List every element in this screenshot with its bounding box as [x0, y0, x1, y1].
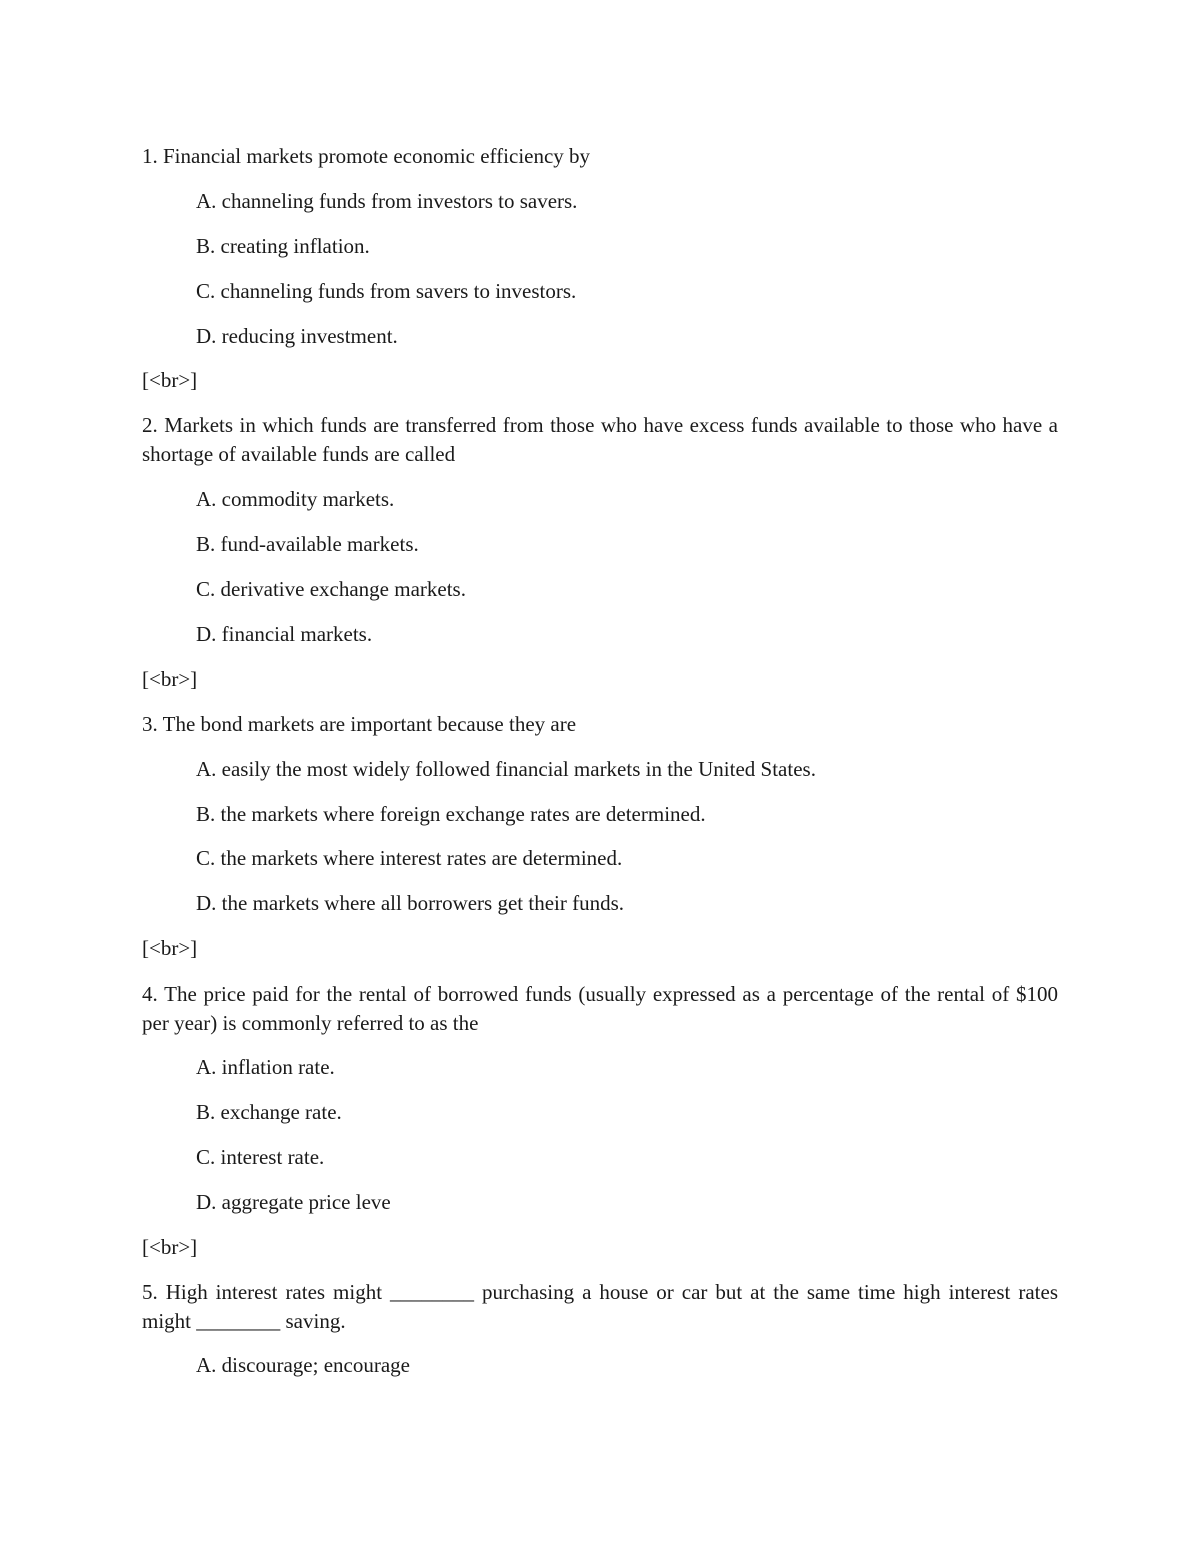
question-5-stem: 5. High interest rates might ________ purchasing a house or car but at the same time high interest rates might ________ saving. [142, 1280, 1058, 1333]
question-1-stem: 1. Financial markets promote economic efficiency by [142, 144, 591, 168]
question-4-option-b: B. exchange rate. [196, 1100, 342, 1124]
question-4-option-d: D. aggregate price leve [196, 1190, 391, 1214]
question-1-separator: [<br>] [142, 368, 198, 392]
question-4-option-a: A. inflation rate. [196, 1055, 335, 1079]
question-4-option-c: C. interest rate. [196, 1145, 325, 1169]
question-1-option-d: D. reducing investment. [196, 324, 398, 348]
question-3-option-c: C. the markets where interest rates are determined. [196, 846, 623, 870]
question-1-option-a: A. channeling funds from investors to savers. [196, 189, 578, 213]
question-3-option-a: A. easily the most widely followed financial markets in the United States. [196, 757, 816, 781]
question-2-option-a: A. commodity markets. [196, 487, 395, 511]
question-3-stem: 3. The bond markets are important because they are [142, 712, 577, 736]
question-3-separator: [<br>] [142, 936, 198, 960]
question-5-option-a: A. discourage; encourage [196, 1353, 410, 1377]
question-2-stem: 2. Markets in which funds are transferred from those who have excess funds available to those who have a shortage of available funds are called [142, 413, 1058, 466]
question-3-option-b: B. the markets where foreign exchange rates are determined. [196, 802, 706, 826]
question-2-option-d: D. financial markets. [196, 622, 373, 646]
question-2-option-b: B. fund-available markets. [196, 532, 419, 556]
question-1-option-b: B. creating inflation. [196, 234, 370, 258]
question-4-separator: [<br>] [142, 1235, 198, 1259]
question-3-option-d: D. the markets where all borrowers get their funds. [196, 891, 625, 915]
question-2-option-c: C. derivative exchange markets. [196, 577, 466, 601]
question-2-separator: [<br>] [142, 667, 198, 691]
question-1-option-c: C. channeling funds from savers to investors. [196, 279, 577, 303]
question-4-stem: 4. The price paid for the rental of borrowed funds (usually expressed as a percentage of the rental of $100 per year) is commonly referred to as the [142, 982, 1058, 1035]
